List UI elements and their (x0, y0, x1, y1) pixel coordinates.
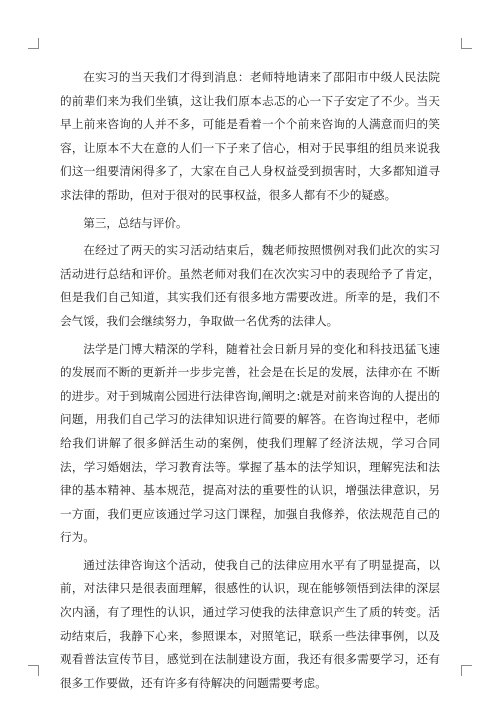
crop-mark-bottom-left (28, 665, 39, 676)
crop-mark-bottom-right (461, 665, 472, 676)
paragraph-reflection: 通过法律咨询这个活动，使我自己的法律应用水平有了明显提高，以前，对法律只是很表面理解，很感性的认识，现在能够领悟到法律的深层次内涵，有了理性的认识，通过学习使我的法律意识产生了质的转变。活动结束后，我静下心来，参照课本，对照笔记，联系一些法律事例，以及观看普法宣传节目，感觉到在法制建设方面，我还有很多需要学习，还有很多工作要做，还有许多有待解决的问题需要考虑。 (60, 557, 440, 690)
crop-mark-top-left (28, 38, 39, 49)
paragraph-evaluation: 在经过了两天的实习活动结束后，魏老师按照惯例对我们此次的实习活动进行总结和评价。虽然老师对我们在次次实习中的表现给予了肯定，但是我们自己知道，其实我们还有很多地方需要改进。所幸的是，我们不会气馁，我们会继续努力，争取做一名优秀的法律人。 (60, 243, 440, 328)
paragraph-consultation-day: 在实习的当天我们才得到消息：老师特地请来了邵阳市中级人民法院的前辈们来为我们坐镇，这让我们原本忐忑的心一下子安定了不少。当天早上前来咨询的人并不多，可能是看着一个个前来咨询的人满意而归的笑容，让原本不大在意的人们一下子来了信心，相对于民事组的组员来说我们这一组要清闲得多了，大家在自己人身权益受到损害时，大多都知道寻求法律的帮助，但对于很对的民事权益，很多人都有不少的疑惑。 (60, 70, 440, 202)
crop-mark-top-right (461, 38, 472, 49)
document-body (60, 66, 440, 699)
paragraph-law-study: 法学是门博大精深的学科，随着社会日新月异的变化和科技迅猛飞速的发展而不断的更新并一步步完善，社会是在长足的发展，法律亦在 不断的进步。对于到城南公园进行法律咨询,阐明之:就是对前来咨询的人提出的问题，用我们自己学习的法律知识进行简要的解答。在咨询过程中，老师给我们讲解了很多鲜活生动的案例，使我们理解了经济法规，学习合同法，学习婚姻法，学习教育法等。掌握了基本的法学知识，理解宪法和法律的基本精神、基本规范，提高对法的重要性的认识，增强法律意识，另一方面，我们更应该通过学习这门课程，加强自我修养，依法规范自己的行为。 (60, 341, 440, 545)
section-heading-summary: 第三，总结与评价。 (83, 215, 188, 230)
